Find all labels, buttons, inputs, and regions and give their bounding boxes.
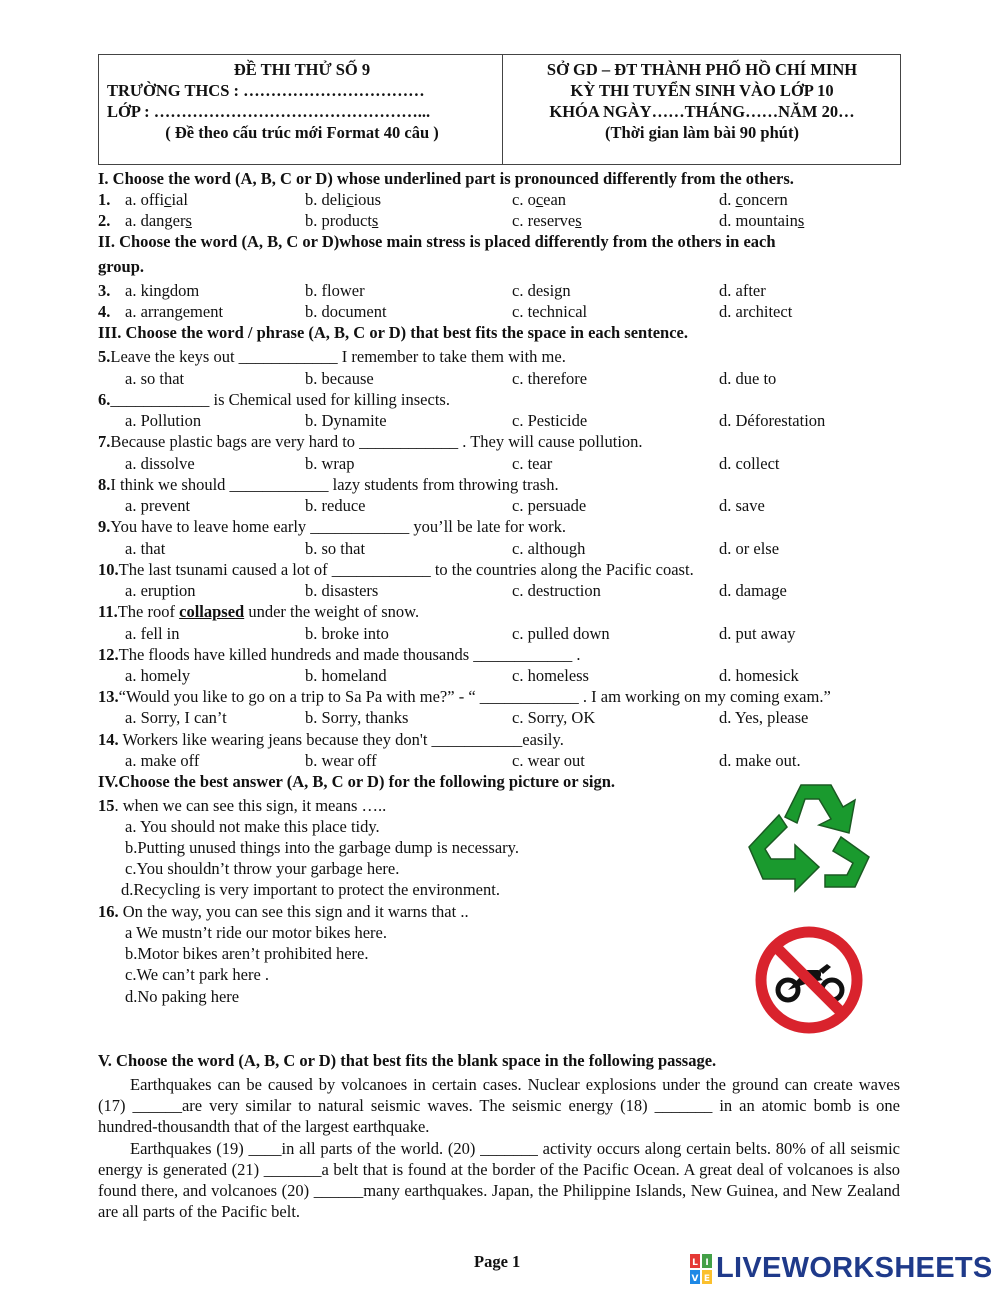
question-number: 1. xyxy=(98,190,111,209)
liveworksheets-logo[interactable] xyxy=(690,1252,993,1285)
option-a[interactable]: a. fell in xyxy=(125,624,180,643)
option-b[interactable]: b. Dynamite xyxy=(305,411,387,430)
option-d[interactable]: d. Déforestation xyxy=(719,411,826,430)
exam-date: KHÓA NGÀY……THÁNG……NĂM 20… xyxy=(549,102,855,121)
option-b[interactable]: b. document xyxy=(305,302,387,321)
header-box xyxy=(98,54,901,165)
exam-title: ĐỀ THI THỬ SỐ 9 xyxy=(233,60,371,79)
question-stem: 5.Leave the keys out ____________ I remember to take them with me. xyxy=(98,347,566,366)
option-c[interactable]: c. homeless xyxy=(512,666,589,685)
option-c[interactable]: c. wear out xyxy=(512,751,585,770)
option-a[interactable]: a. so that xyxy=(125,369,185,388)
option-a[interactable]: a We mustn’t ride our motor bikes here. xyxy=(125,923,388,942)
no-motorbike-sign-icon xyxy=(753,924,865,1036)
recycle-arrow-top xyxy=(785,785,855,833)
header-right xyxy=(507,59,897,143)
section-2-title-cont: group. xyxy=(98,257,145,276)
option-c[interactable]: c. destruction xyxy=(512,581,601,600)
option-d[interactable]: d. save xyxy=(719,496,765,515)
question-stem: 11.The roof collapsed under the weight of snow. xyxy=(98,602,420,621)
format-note: ( Đề theo cấu trúc mới Format 40 câu ) xyxy=(165,123,439,142)
option-d[interactable]: d. due to xyxy=(719,369,777,388)
option-d[interactable]: d. damage xyxy=(719,581,787,600)
option-a[interactable]: a. dangers xyxy=(125,211,192,230)
option-d[interactable]: d. Yes, please xyxy=(719,708,809,727)
option-a[interactable]: a. make off xyxy=(125,751,200,770)
option-d[interactable]: d. collect xyxy=(719,454,780,473)
option-c[interactable]: c.We can’t park here . xyxy=(125,965,270,984)
question-stem: 12.The floods have killed hundreds and made thousands ____________ . xyxy=(98,645,581,664)
option-b[interactable]: b. so that xyxy=(305,539,366,558)
recycle-arrow-right xyxy=(825,837,869,887)
option-d[interactable]: d. homesick xyxy=(719,666,799,685)
header-left xyxy=(107,59,497,143)
option-b[interactable]: b. reduce xyxy=(305,496,366,515)
option-c[interactable]: c. Pesticide xyxy=(512,411,588,430)
liveworksheets-brand: LIVEWORKSHEETS xyxy=(716,1252,993,1284)
option-d[interactable]: d. or else xyxy=(719,539,780,558)
option-c[interactable]: c. Sorry, OK xyxy=(512,708,596,727)
option-c[interactable]: c. technical xyxy=(512,302,588,321)
option-d[interactable]: d. concern xyxy=(719,190,788,209)
option-a[interactable]: a. kingdom xyxy=(125,281,200,300)
recycle-sign-icon xyxy=(745,775,873,897)
svg-text:E: E xyxy=(703,1273,711,1284)
question-stem: 14. Workers like wearing jeans because they don't ___________easily. xyxy=(98,730,564,749)
option-d[interactable]: d. mountains xyxy=(719,211,805,230)
question-stem: 10.The last tsunami caused a lot of ____________ to the countries along the Pacific coast. xyxy=(98,560,694,579)
question-stem: 16. On the way, you can see this sign and it warns that .. xyxy=(98,902,469,921)
section-1-title: I. Choose the word (A, B, C or D) whose underlined part is pronounced differently from the others. xyxy=(98,169,794,188)
exam-name: KỲ THI TUYỂN SINH VÀO LỚP 10 xyxy=(570,81,834,100)
option-b[interactable]: b.Motor bikes aren’t prohibited here. xyxy=(125,944,369,963)
liveworksheets-logo-icon xyxy=(690,1254,712,1284)
recycle-arrow-left xyxy=(749,815,819,891)
option-b[interactable]: b. Sorry, thanks xyxy=(305,708,409,727)
passage-paragraph-2: Earthquakes (19) ____in all parts of the world. (20) _______ activity occurs along certain belts. 80% of all seismic energy is generated (21) _______a belt that is found at the border of the Pacific Ocean. A great deal of volcanoes is also found there, and volcanoes (20) ______many earthquakes. Japan, the Philippine Islands, New Guinea, and New Zealand are all parts of the Pacific belt. xyxy=(98,1139,900,1221)
section-4-title: IV.Choose the best answer (A, B, C or D) for the following picture or sign. xyxy=(98,772,616,791)
svg-text:V: V xyxy=(691,1273,699,1284)
header-divider xyxy=(502,55,503,164)
option-a[interactable]: a. Sorry, I can’t xyxy=(125,708,227,727)
option-b[interactable]: b. products xyxy=(305,211,379,230)
question-stem: 8.I think we should ____________ lazy students from throwing trash. xyxy=(98,475,559,494)
svg-text:L: L xyxy=(692,1257,698,1268)
option-b[interactable]: b. disasters xyxy=(305,581,379,600)
option-d[interactable]: d. put away xyxy=(719,624,796,643)
option-a[interactable]: a. arrangement xyxy=(125,302,224,321)
option-a[interactable]: a. dissolve xyxy=(125,454,195,473)
option-a[interactable]: a. You should not make this place tidy. xyxy=(125,817,380,836)
option-a[interactable]: a. homely xyxy=(125,666,191,685)
option-b[interactable]: b. wrap xyxy=(305,454,355,473)
question-number: 2. xyxy=(98,211,111,230)
option-a[interactable]: a. Pollution xyxy=(125,411,202,430)
option-a[interactable]: a. prevent xyxy=(125,496,191,515)
option-c[interactable]: c.You shouldn’t throw your garbage here. xyxy=(125,859,400,878)
option-c[interactable]: c. ocean xyxy=(512,190,567,209)
question-stem: 13.“Would you like to go on a trip to Sa Pa with me?” - “ ____________ . I am working on my coming exam.” xyxy=(98,687,831,706)
option-c[interactable]: c. pulled down xyxy=(512,624,610,643)
class-line: LỚP : …………………………………………... xyxy=(107,102,431,121)
option-a[interactable]: a. that xyxy=(125,539,166,558)
question-number: 4. xyxy=(98,302,111,321)
option-b[interactable]: b. because xyxy=(305,369,374,388)
time-limit: (Thời gian làm bài 90 phút) xyxy=(605,123,799,142)
option-b[interactable]: b. delicious xyxy=(305,190,382,209)
option-d[interactable]: d.No paking here xyxy=(125,987,240,1006)
section-2-title: II. Choose the word (A, B, C or D)whose main stress is placed differently from the others in each xyxy=(98,232,776,251)
passage-paragraph-1: Earthquakes can be caused by volcanoes in certain cases. Nuclear explosions under the ground can create waves (17) ______are very similar to natural seismic waves. The seismic energy (18) _______ in an atomic bomb is one hundred-thousandth that of the largest earthquake. xyxy=(98,1075,900,1136)
option-b[interactable]: b. flower xyxy=(305,281,365,300)
page-number: Page 1 xyxy=(474,1252,521,1271)
option-d[interactable]: d. make out. xyxy=(719,751,801,770)
school-line: TRƯỜNG THCS : …………………………… xyxy=(107,81,425,100)
question-stem: 15. when we can see this sign, it means ….. xyxy=(98,796,387,815)
department: SỞ GD – ĐT THÀNH PHỐ HỒ CHÍ MINH xyxy=(546,60,858,79)
option-d[interactable]: d.Recycling is very important to protect the environment. xyxy=(121,880,500,899)
option-c[interactable]: c. tear xyxy=(512,454,553,473)
svg-text:I: I xyxy=(705,1257,709,1268)
question-stem: 7.Because plastic bags are very hard to ____________ . They will cause pollution. xyxy=(98,432,643,451)
question-stem: 6.____________ is Chemical used for killing insects. xyxy=(98,390,450,409)
option-b[interactable]: b.Putting unused things into the garbage dump is necessary. xyxy=(125,838,519,857)
option-c[interactable]: c. reserves xyxy=(512,211,582,230)
section-5-title: V. Choose the word (A, B, C or D) that best fits the blank space in the following passage. xyxy=(98,1051,717,1070)
option-c[interactable]: c. although xyxy=(512,539,586,558)
option-c[interactable]: c. therefore xyxy=(512,369,588,388)
option-b[interactable]: b. broke into xyxy=(305,624,389,643)
option-c[interactable]: c. design xyxy=(512,281,571,300)
option-a[interactable]: a. eruption xyxy=(125,581,196,600)
option-d[interactable]: d. architect xyxy=(719,302,793,321)
question-number: 3. xyxy=(98,281,111,300)
option-c[interactable]: c. persuade xyxy=(512,496,587,515)
option-b[interactable]: b. homeland xyxy=(305,666,387,685)
option-a[interactable]: a. official xyxy=(125,190,188,209)
option-d[interactable]: d. after xyxy=(719,281,766,300)
option-b[interactable]: b. wear off xyxy=(305,751,377,770)
section-3-title: III. Choose the word / phrase (A, B, C or D) that best fits the space in each sentence. xyxy=(98,323,688,342)
question-stem: 9.You have to leave home early ____________ you’ll be late for work. xyxy=(98,517,567,536)
